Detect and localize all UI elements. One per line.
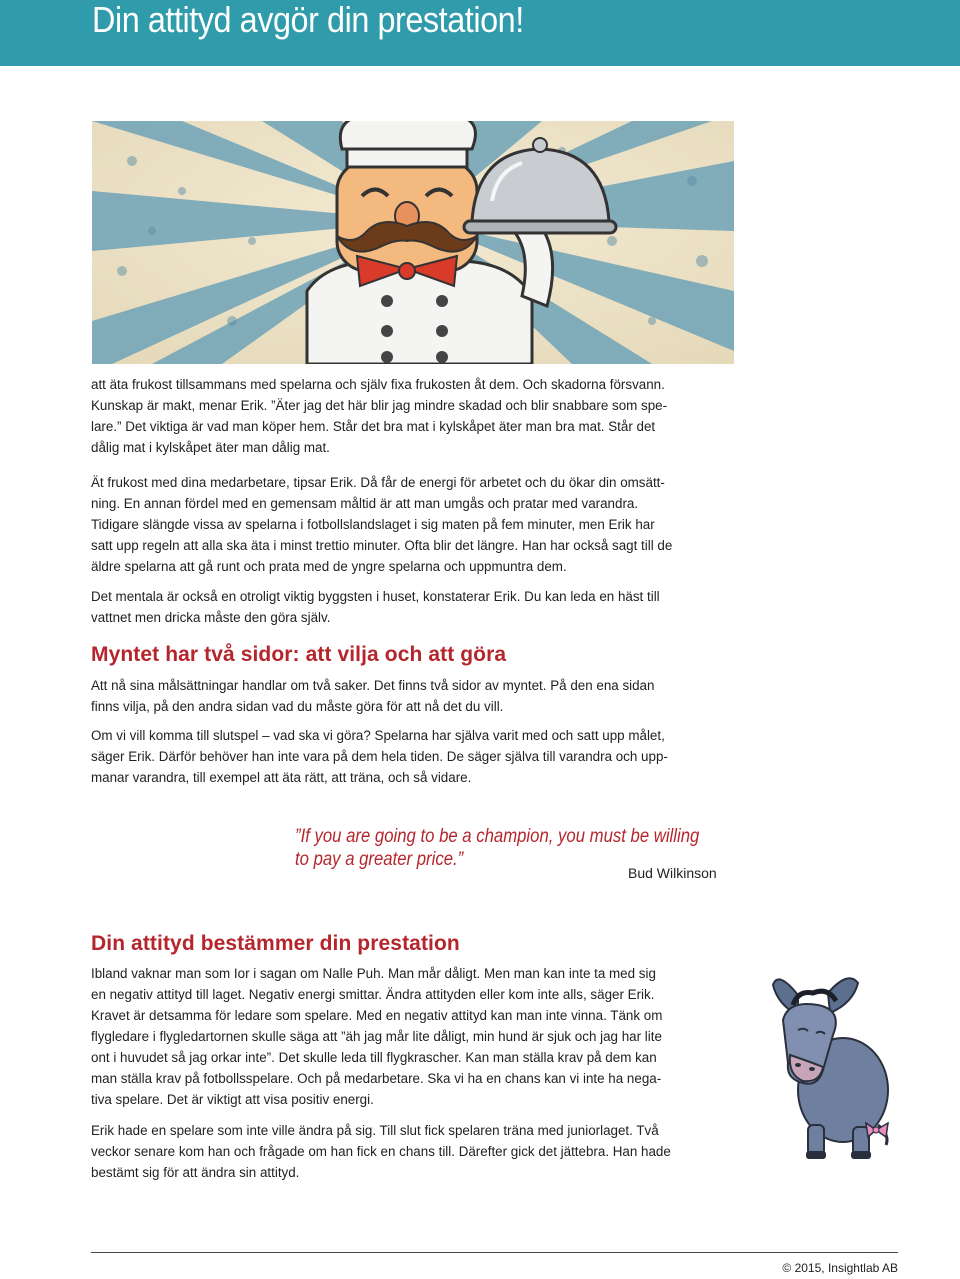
text-line: tiva spelare. Det är viktigt att visa positiv energi. [91, 1092, 374, 1107]
chef-with-cloche-icon [92, 121, 734, 364]
text-line: bestämt sig för att ändra sin attityd. [91, 1165, 300, 1180]
text-line: Det mentala är också en otroligt viktig byggsten i huset, konstaterar Erik. Du kan leda en häst till [91, 589, 660, 604]
eeyore-illustration [768, 975, 896, 1167]
section1-paragraph-2 [91, 725, 741, 788]
mental-paragraph [91, 586, 741, 628]
text-line: manar varandra, till exempel att äta rätt, att träna, och så vidare. [91, 770, 472, 785]
text-line: säger Erik. Därför behöver han inte vara på dem hela tiden. De säger själva till varandra och upp- [91, 749, 668, 764]
breakfast-paragraph [91, 472, 741, 577]
page-title: Din attityd avgör din prestation! [92, 0, 524, 40]
quote-line: ”If you are going to be a champion, you must be willing [295, 826, 700, 847]
text-line: veckor senare kom han och frågade om han fick en chans till. Därefter gick det jättebra. Han hade [91, 1144, 671, 1159]
section2-paragraph-1 [91, 963, 731, 1110]
footer-divider [91, 1252, 898, 1253]
text-line: flygledare i flygledartornen skulle säga att ”äh jag mår lite dåligt, min hund är sjuk och jag har lite [91, 1029, 662, 1044]
section1-paragraph-1 [91, 675, 741, 717]
quote-line: to pay a greater price.” [295, 849, 464, 870]
text-line: Tidigare slängde vissa av spelarna i fotbollslandslaget i sig maten på fem minuter, men Erik har [91, 517, 655, 532]
text-line: ning. En annan fördel med en gemensam måltid är att man umgås och pratar med varandra. [91, 496, 639, 511]
chef-illustration [92, 121, 734, 364]
text-line: ont i huvudet så jag orkar inte”. Det skulle leda till flygkrascher. Kan man ställa krav på dem kan [91, 1050, 657, 1065]
text-line: vattnet men dricka måste den göra själv. [91, 610, 331, 625]
text-line: en negativ attityd till laget. Negativ energi smittar. Ändra attityden eller kom inte alls, säger Erik. [91, 987, 655, 1002]
text-line: finns vilja, på den andra sidan vad du måste göra för att nå det du vill. [91, 699, 504, 714]
text-line: lare.” Det viktiga är vad man köper hem. Står det bra mat i kylskåpet äter man bra mat. Står det [91, 419, 656, 434]
section-heading: Din attityd bestämmer din prestation [91, 932, 460, 955]
text-line: Ät frukost med dina medarbetare, tipsar Erik. Då får de energi för arbetet och du ökar din omsätt- [91, 475, 665, 490]
text-line: man ställa krav på fotbollsspelare. Och på medarbetare. Ska vi ha en chans kan vi inte ha nega- [91, 1071, 662, 1086]
copyright-text: © 2015, Insightlab AB [782, 1261, 898, 1275]
text-line: att äta frukost tillsammans med spelarna och själv fixa frukosten åt dem. Och skadorna försvann. [91, 377, 665, 392]
text-line: Ibland vaknar man som Ior i sagan om Nalle Puh. Man mår dåligt. Men man kan inte ta med sig [91, 966, 656, 981]
section2-paragraph-2 [91, 1120, 731, 1183]
text-line: dålig mat i kylskåpet äter man dålig mat. [91, 440, 330, 455]
intro-paragraph [91, 374, 741, 458]
text-line: äldre spelarna att gå runt och prata med de yngre spelarna och uppmuntra dem. [91, 559, 567, 574]
quote-author: Bud Wilkinson [628, 865, 717, 881]
text-line: satt upp regeln att alla ska äta i minst trettio minuter. Ofta blir det längre. Han har också sagt till de [91, 538, 673, 553]
text-line: Kravet är detsamma för ledare som spelare. Med en negativ attityd kan man inte vinna. Tänk om [91, 1008, 663, 1023]
text-line: Om vi vill komma till slutspel – vad ska vi göra? Spelarna har själva varit med och satt upp målet, [91, 728, 665, 743]
text-line: Erik hade en spelare som inte ville ändra på sig. Till slut fick spelaren träna med juniorlaget. Två [91, 1123, 659, 1138]
eeyore-donkey-icon [768, 975, 896, 1167]
text-line: Att nå sina målsättningar handlar om två saker. Det finns två sidor av myntet. På den ena sidan [91, 678, 655, 693]
section-heading: Myntet har två sidor: att vilja och att göra [91, 643, 507, 666]
text-line: Kunskap är makt, menar Erik. ”Äter jag det här blir jag mindre skadad och blir snabbare som spe- [91, 398, 668, 413]
